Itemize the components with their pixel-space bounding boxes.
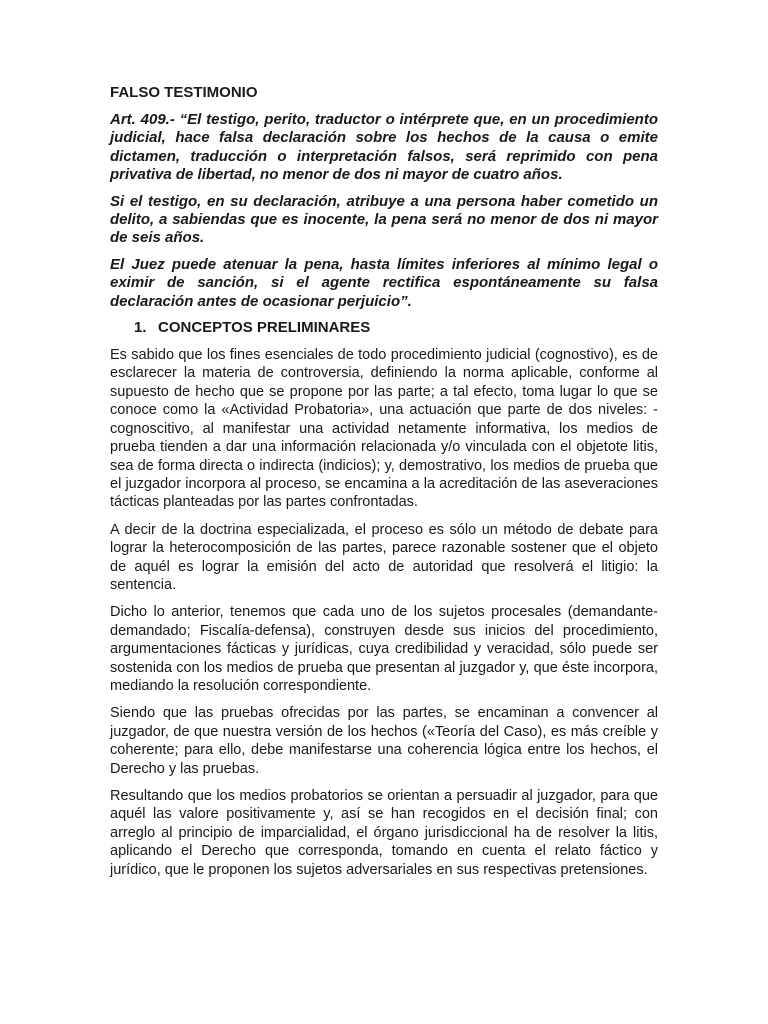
body-paragraph: Es sabido que los fines esenciales de todo procedimiento judicial (cognostivo), es de esclarecer la materia de controversia, definiendo la norma aplicable, conforme al supuesto de hecho que se propone por las parte; a tal efecto, toma lugar lo que se conoce como la «Actividad Probatoria», una actuación que parte de dos niveles: -cognoscitivo, al manifestar una actividad netamente informativa, los medios de prueba tienden a dar una información relacionada y/o vinculada con el objetote litis, sea de forma directa o indirecta (indicios); y, demostrativo, los medios de prueba que el juzgador incorpora al proceso, se encamina a la acreditación de las aseveraciones tácticas planteadas por las partes confrontadas. [110,347,658,511]
body-paragraph: Resultando que los medios probatorios se orientan a persuadir al juzgador, para que aquél las valore positivamente y, así se han recogidos en el decisión final; con arreglo al principio de imparcialidad, el órgano jurisdiccional ha de resolver la litis, aplicando el Derecho que corresponda, tomando en cuenta el relato fáctico y jurídico, que le proponen los sujetos adversariales en sus respectivas pretensiones. [110,788,658,878]
section-heading [134,319,658,337]
document-page [110,84,658,888]
document-title: FALSO TESTIMONIO [110,84,258,101]
article-paragraph: El Juez puede atenuar la pena, hasta límites inferiores al mínimo legal o eximir de sanción, si el agente rectifica espontáneamente su falsa declaración antes de ocasionar perjuicio”. [110,255,658,310]
body-paragraph: A decir de la doctrina especializada, el proceso es sólo un método de debate para lograr la heterocomposición de las partes, parece razonable sostener que el objeto de aquél es lograr la emisión del acto de autoridad que resolverá el litigio: la sentencia. [110,521,658,593]
section-title: CONCEPTOS PRELIMINARES [158,319,371,337]
section-number: 1. [134,319,147,337]
body-paragraph: Dicho lo anterior, tenemos que cada uno de los sujetos procesales (demandante-demandado; Fiscalía-defensa), construyen desde sus inicios del procedimiento, argumentaciones fácticas y jurídicas, cuya credibilidad y veracidad, sólo puede ser sostenida con los medios de prueba que presentan al juzgador y, que éste incorpora, mediando la resolución correspondiente. [110,604,658,694]
article-paragraph: Si el testigo, en su declaración, atribuye a una persona haber cometido un delito, a sabiendas que es inocente, la pena será no menor de dos ni mayor de seis años. [110,192,658,247]
article-paragraph: Art. 409.- “El testigo, perito, traductor o intérprete que, en un procedimiento judicial, hace falsa declaración sobre los hechos de la causa o emite dictamen, traducción o interpretación falsos, será reprimido con pena privativa de libertad, no menor de dos ni mayor de cuatro años. [110,111,658,184]
body-paragraph: Siendo que las pruebas ofrecidas por las partes, se encaminan a convencer al juzgador, de que nuestra versión de los hechos («Teoría del Caso), es más creíble y coherente; para ello, debe manifestarse una coherencia lógica entre los hechos, el Derecho y las pruebas. [110,705,658,777]
